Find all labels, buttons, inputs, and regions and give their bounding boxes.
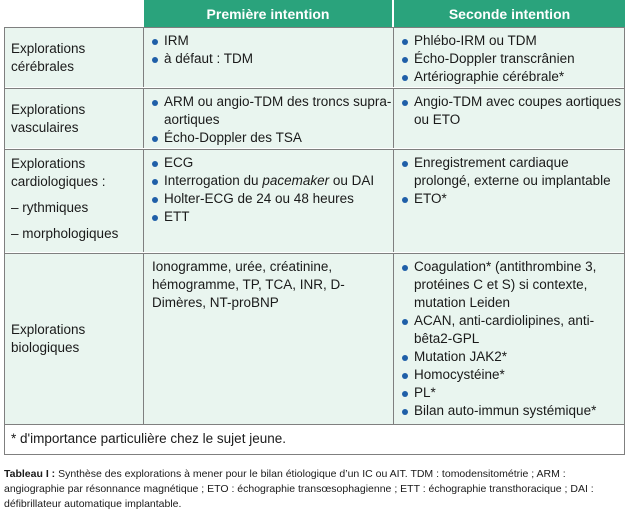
list-item: Artériographie cérébrale*: [402, 68, 625, 86]
first-intention-cell: [144, 89, 394, 148]
list-item: Interrogation du pacemaker ou DAI: [152, 172, 393, 190]
list-item: IRM: [152, 32, 393, 50]
row-label: Explorations biologiques: [4, 254, 144, 424]
row-label: Explorations cardiologiques : – rythmiques – morphologiques: [4, 150, 144, 252]
first-intention-cell: [144, 150, 394, 252]
table-row-cardiology: [4, 150, 625, 252]
list-item: ACAN, anti-cardiolipines, anti-bêta2-GPL: [402, 312, 625, 348]
header-second-intention: Seconde intention: [394, 0, 625, 27]
first-intention-cell: [144, 28, 394, 87]
list-item: Enregistrement cardiaque prolongé, externe ou implantable: [402, 154, 625, 190]
second-intention-cell: [394, 28, 625, 87]
list-item: Holter-ECG de 24 ou 48 heures: [152, 190, 393, 208]
row-label: Explorations cérébrales: [4, 28, 144, 87]
exploration-table: [4, 0, 625, 455]
list-item: ARM ou angio-TDM des troncs supra-aortiques: [152, 93, 393, 129]
biology-first-text: Ionogramme, urée, créatinine, hémogramme, TP, TCA, INR, D-Dimères, NT-proBNP: [152, 259, 345, 310]
list-item: ECG: [152, 154, 393, 172]
list-item: ETO*: [402, 190, 625, 208]
list-item: Phlébo-IRM ou TDM: [402, 32, 625, 50]
header-first-intention: Première intention: [144, 0, 392, 27]
second-intention-cell: [394, 89, 625, 148]
table-footnote-row: [4, 425, 625, 454]
caption-text: Synthèse des explorations à mener pour le bilan étiologique d’un IC ou AIT. TDM : tomodensitométrie ; ARM : angiographie par résonnance magnétique ; ETO : échographie transœsophagienne ; ETT : échographie transthoracique ; DAI : défibrillateur automatique implantable.: [4, 468, 594, 510]
list-item: Angio-TDM avec coupes aortiques ou ETO: [402, 93, 625, 129]
table-caption: [4, 467, 625, 512]
table-row-vascular: [4, 89, 625, 148]
second-intention-cell: [394, 150, 625, 252]
first-intention-cell: [144, 254, 394, 424]
row-label: Explorations vasculaires: [4, 89, 144, 148]
list-item: Bilan auto-immun systémique*: [402, 402, 625, 420]
table-footnote: * d'importance particulière chez le sujet jeune.: [11, 431, 286, 446]
table-row-biology: [4, 254, 625, 424]
list-item: Mutation JAK2*: [402, 348, 625, 366]
list-item: Coagulation* (antithrombine 3, protéines C et S) si contexte, mutation Leiden: [402, 258, 625, 312]
second-intention-cell: [394, 254, 625, 424]
table-row-cerebral: [4, 28, 625, 87]
caption-label: Tableau I :: [4, 468, 56, 480]
list-item: à défaut : TDM: [152, 50, 393, 68]
list-item: Homocystéine*: [402, 366, 625, 384]
list-item: PL*: [402, 384, 625, 402]
list-item: Écho-Doppler des TSA: [152, 129, 393, 147]
list-item: ETT: [152, 208, 393, 226]
list-item: Écho-Doppler transcrânien: [402, 50, 625, 68]
